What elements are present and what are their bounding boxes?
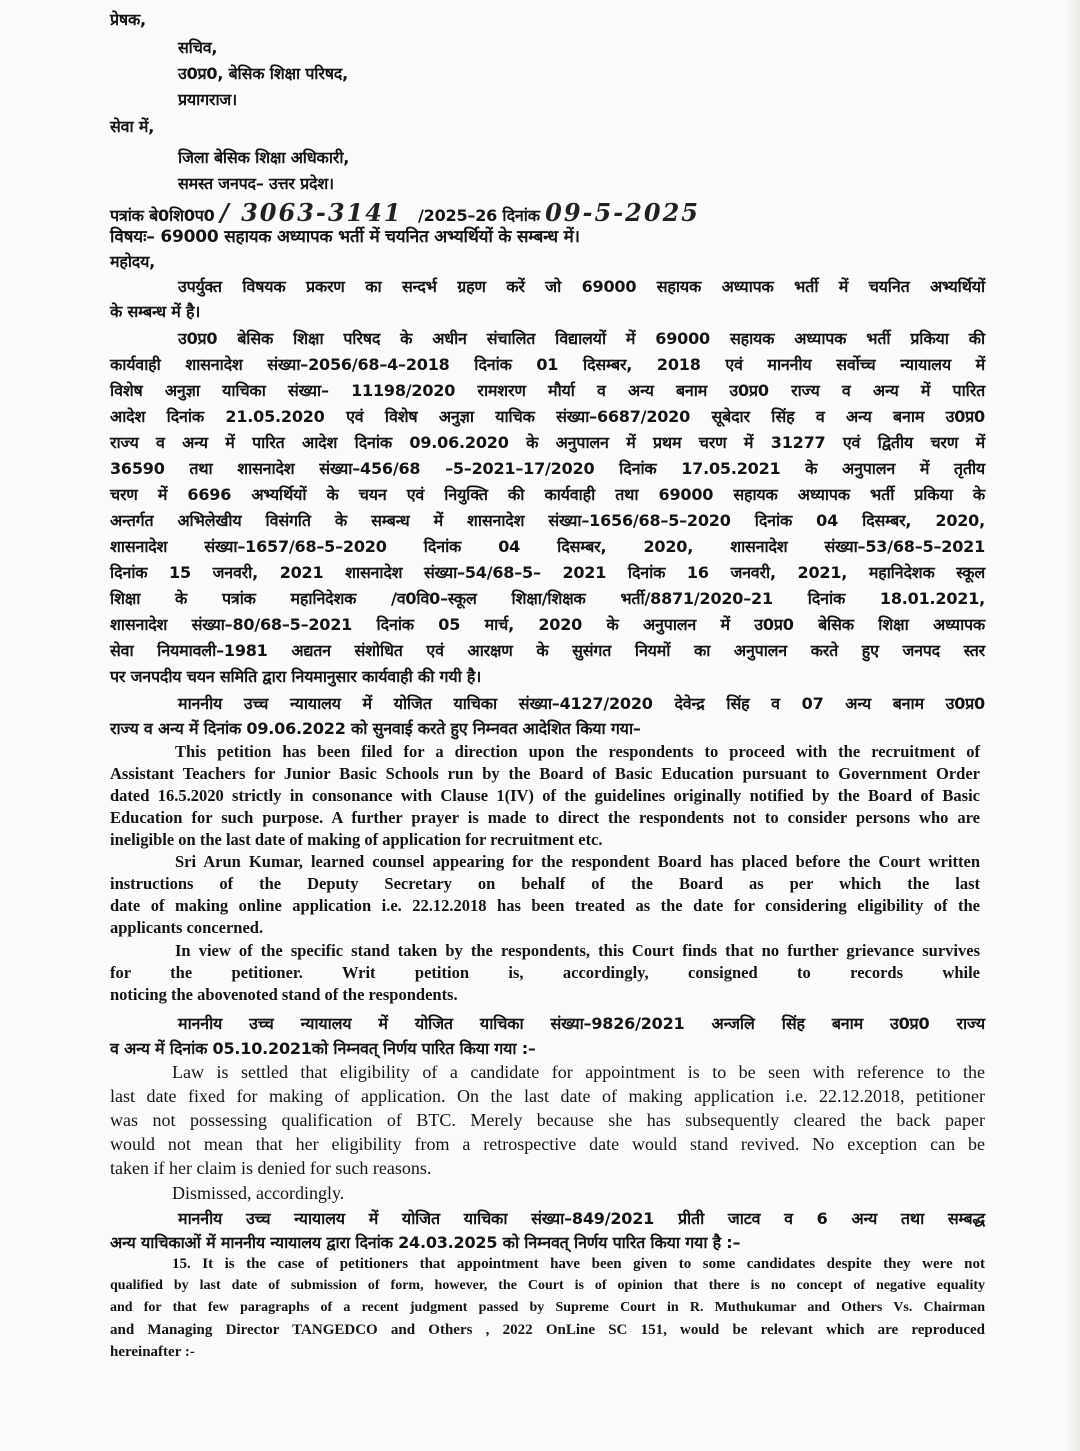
paragraph-line: शिक्षा के पत्रांक महानिदेशक /व0वि0–स्कूल शिक्षा/शिक्षक भर्ती/8871/2020–21 दिनांक 18.01.2021, [110,589,985,608]
quote-line: This petition has been filed for a direction upon the respondents to proceed with the recruitment of [175,742,980,761]
quote-line: Assistant Teachers for Junior Basic Schools run by the Board of Basic Education pursuant to Government Order [110,764,980,783]
quote-line: applicants concerned. [110,918,264,937]
quote-line: In view of the specific stand taken by the respondents, this Court finds that no further grievance survives [175,941,980,960]
reference-year: /2025–26 दिनांक [418,206,540,225]
subject-line: विषयः– 69000 सहायक अध्यापक भर्ती में चयनित अभ्यर्थियों के सम्बन्ध में। [110,227,580,247]
quote-line: Education for such purpose. A further prayer is made to direct the respondents not to consider persons who are [110,808,980,827]
quote-line: Dismissed, accordingly. [172,1183,345,1203]
quote-line: Law is settled that eligibility of a candidate for appointment is to be seen with reference to the [172,1062,985,1082]
paragraph-line: अन्तर्गत अभिलेखीय विसंगति के सम्बन्ध में शासनादेश संख्या–1656/68–5–2020 दिनांक 04 दिसम्बर, 2020, [110,511,985,530]
paragraph-line: चरण में 6696 अभ्यर्थियों के चयन एवं नियुक्ति की कार्यवाही तथा 69000 सहायक अध्यापक भर्ती प्रकिया के [110,485,985,504]
paragraph-line: विशेष अनुज्ञा याचिका संख्या– 11198/2020 रामशरण मौर्या व अन्य बनाम उ0प्र0 राज्य व अन्य में पारित [110,381,985,400]
quote-line: last date fixed for making of application. On the last date of making application i.e. 22.12.2018, petitioner [110,1086,985,1106]
sender-designation: सचिव, [178,38,218,57]
quote-line: and Managing Director TANGEDCO and Others , 2022 OnLine SC 151, would be relevant which are reproduced [110,1322,985,1338]
quote-line: Sri Arun Kumar, learned counsel appearing for the respondent Board has placed before the Court written [175,852,980,871]
quote-line: for the petitioner. Writ petition is, accordingly, consigned to records while [110,963,980,982]
paragraph-line: शासनादेश संख्या–1657/68–5–2020 दिनांक 04 दिसम्बर, 2020, शासनादेश संख्या–53/68–5–2021 [110,537,985,556]
paragraph-line: 36590 तथा शासनादेश संख्या–456/68 –5–2021–17/2020 दिनांक 17.05.2021 के अनुपालन में तृतीय [110,459,985,478]
paragraph-line: कार्यवाही शासनादेश संख्या–2056/68–4–2018 दिनांक 01 दिसम्बर, 2018 एवं माननीय सर्वोच्च न्यायालय में [110,355,985,374]
scan-edge-shadow [1066,0,1080,1451]
quote-line: 15. It is the case of petitioners that appointment have been given to some candidates despite they were not [172,1256,985,1272]
sender-label: प्रेषक, [110,10,146,29]
quote-line: ineligible on the last date of making of application for recruitment etc. [110,830,603,849]
salutation: महोदय, [110,252,156,271]
paragraph-line: के सम्बन्ध में है। [110,302,201,321]
reference-line [110,198,985,227]
paragraph-line: शासनादेश संख्या–80/68–5–2021 दिनांक 05 मार्च, 2020 के अनुपालन में उ0प्र0 बेसिक शिक्षा अध्यापक [110,615,985,634]
quote-line: date of making online application i.e. 22.12.2018 has been treated as the date for considering eligibility of the [110,896,980,915]
paragraph-line: माननीय उच्च न्यायालय में योजित याचिका संख्या–4127/2020 देवेन्द्र सिंह व 07 अन्य बनाम उ0प्र0 [178,694,985,713]
sender-office: उ0प्र0, बेसिक शिक्षा परिषद, [178,64,348,83]
reference-number-handwritten: / 3063-3141 [219,198,403,227]
reference-prefix: पत्रांक बे0शि0प0 [110,206,215,225]
paragraph-line: राज्य व अन्य में पारित आदेश दिनांक 09.06.2020 के अनुपालन में प्रथम चरण में 31277 एवं द्वितीय चरण में [110,433,985,452]
paragraph-line: सेवा नियमावली–1981 अद्यतन संशोधित एवं आरक्षण के सुसंगत नियमों का अनुपालन करते हुए जनपद स्तर [110,641,985,660]
recipient-area: समस्त जनपद– उत्तर प्रदेश। [178,174,334,193]
paragraph-line: उ0प्र0 बेसिक शिक्षा परिषद के अधीन संचालित विद्यालयों में 69000 सहायक अध्यापक भर्ती प्रकिया की [178,329,985,348]
paragraph-line: अन्य याचिकाओं में माननीय न्यायालय द्वारा दिनांक 24.03.2025 को निम्नवत् निर्णय पारित किया गया है :– [110,1233,741,1252]
paragraph-line: व अन्य में दिनांक 05.10.2021को निम्नवत् निर्णय पारित किया गया :– [110,1039,536,1058]
paragraph-line: माननीय उच्च न्यायालय में योजित याचिका संख्या–9826/2021 अन्जलि सिंह बनाम उ0प्र0 राज्य [178,1014,985,1033]
paragraph-line: उपर्युक्त विषयक प्रकरण का सन्दर्भ ग्रहण करें जो 69000 सहायक अध्यापक भर्ती में चयनित अभ्यर्थियों [178,277,985,296]
quote-line: instructions of the Deputy Secretary on behalf of the Board as per which the last [110,874,980,893]
sender-city: प्रयागराज। [178,90,237,109]
paragraph-line: दिनांक 15 जनवरी, 2021 शासनादेश संख्या–54/68–5– 2021 दिनांक 16 जनवरी, 2021, महानिदेशक स्कूल [110,563,985,582]
quote-line: dated 16.5.2020 strictly in consonance with Clause 1(IV) of the guidelines originally notified by the Board of Basic [110,786,980,805]
quote-line: hereinafter :- [110,1344,195,1360]
paragraph-line: राज्य व अन्य में दिनांक 09.06.2022 को सुनवाई करते हुए निम्नवत आदेशित किया गया– [110,719,641,738]
recipient-designation: जिला बेसिक शिक्षा अधिकारी, [178,148,350,167]
paragraph-line: माननीय उच्च न्यायालय में योजित याचिका संख्या–849/2021 प्रीती जाटव व 6 अन्य तथा सम्बद्ध [178,1209,985,1228]
paragraph-line: आदेश दिनांक 21.05.2020 एवं विशेष अनुज्ञा याचिक संख्या–6687/2020 सूबेदार सिंह व अन्य बनाम उ0प्र0 [110,407,985,426]
quote-line: taken if her claim is denied for such reasons. [110,1158,432,1178]
quote-line: qualified by last date of submission of form, however, the Court is of opinion that there is no concept of negative equality [110,1278,985,1293]
quote-line: noticing the abovenoted stand of the respondents. [110,985,458,1004]
quote-line: would not mean that her eligibility from a retrospective date would stand revived. No exception can be [110,1134,985,1154]
recipient-label: सेवा में, [110,117,155,136]
quote-line: was not possessing qualification of BTC. Merely because she has subsequently cleared the back paper [110,1110,985,1130]
date-handwritten: 09-5-2025 [545,198,700,227]
paragraph-line: पर जनपदीय चयन समिति द्वारा नियमानुसार कार्यवाही की गयी है। [110,667,482,686]
quote-line: and for that few paragraphs of a recent judgment passed by Supreme Court in R. Muthukumar and Others Vs. Chairman [110,1300,985,1315]
